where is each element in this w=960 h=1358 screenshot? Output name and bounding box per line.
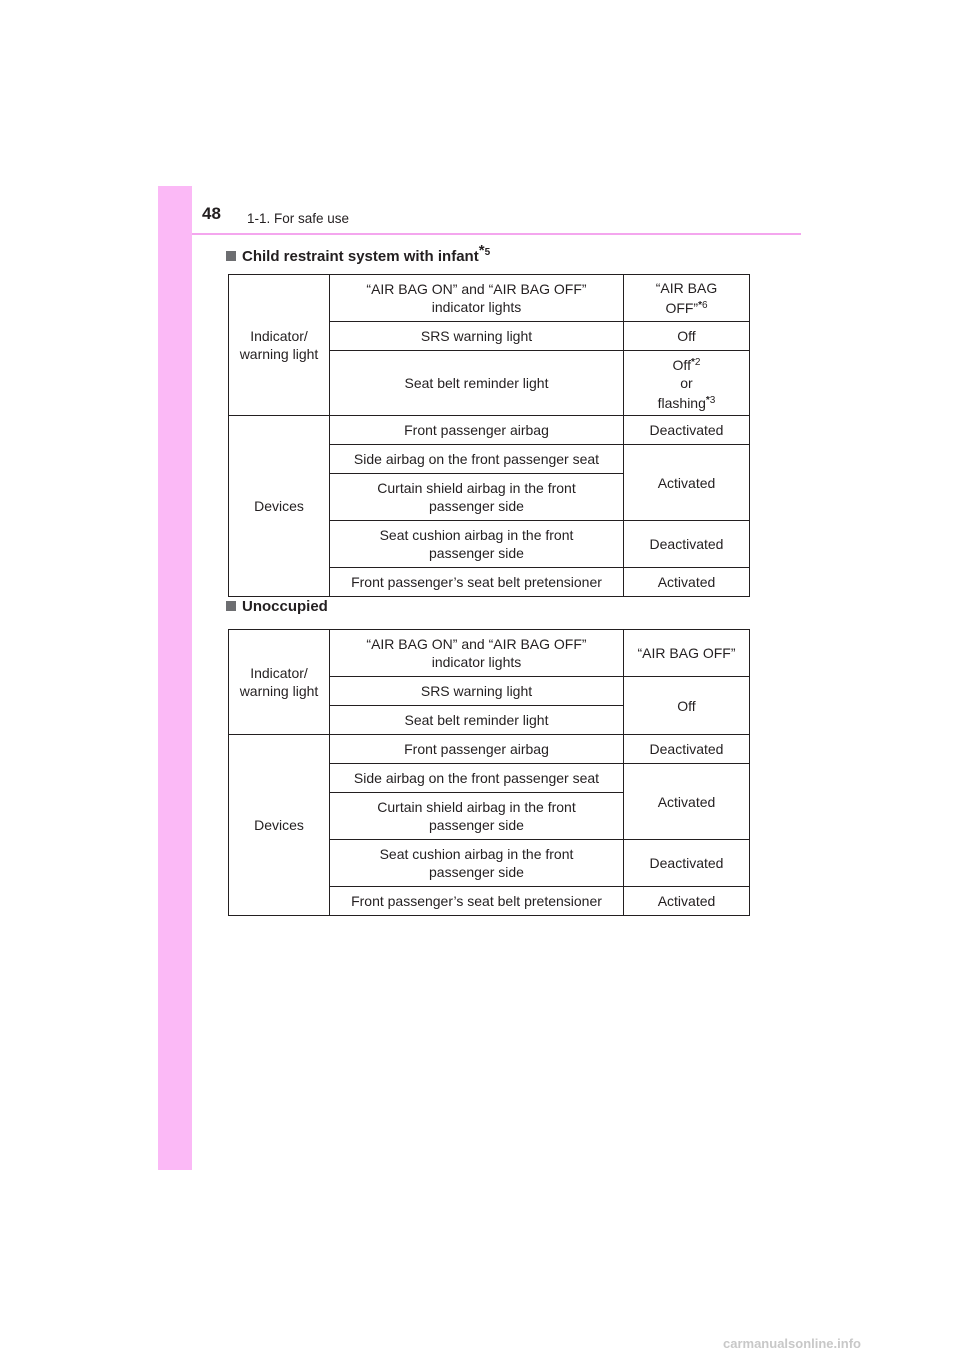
cell-text: warning light: [239, 683, 319, 699]
pretensioner-label-cell: Front passenger’s seat belt pretensioner: [330, 568, 624, 597]
belt-label-cell: Seat belt reminder light: [330, 351, 624, 416]
cushion-label-cell: [330, 840, 624, 887]
cell-text: or: [680, 375, 693, 391]
footer-watermark: carmanualsonline.info: [723, 1336, 861, 1351]
front-airbag-value-cell: Deactivated: [624, 416, 750, 445]
cell-text: Seat cushion airbag in the front: [379, 846, 574, 862]
heading-unoccupied-text: Unoccupied: [242, 598, 328, 615]
asterisk-icon: *: [698, 300, 702, 311]
belt-value-cell: [624, 351, 750, 416]
devices-header-cell: Devices: [229, 416, 330, 597]
header-rule: [192, 233, 801, 235]
srs-value-cell: Off: [624, 322, 750, 351]
cell-text: passenger side: [429, 817, 524, 833]
table-row: [229, 416, 750, 445]
indicator-header-cell: [229, 275, 330, 416]
footnote-ref: 3: [709, 395, 716, 406]
cell-text: warning light: [239, 346, 319, 362]
cell-text: “AIR BAG ON” and “AIR BAG OFF”: [366, 281, 587, 297]
airbag-lights-value-cell: [624, 275, 750, 322]
heading-unoccupied: [226, 598, 328, 615]
belt-label-cell: Seat belt reminder light: [330, 706, 624, 735]
cushion-label-cell: [330, 521, 624, 568]
curtain-label-cell: [330, 793, 624, 840]
indicator-header-cell: [229, 630, 330, 735]
footnote-ref: 6: [702, 300, 708, 311]
square-bullet-icon: [226, 251, 236, 261]
infant-table: [228, 274, 750, 597]
square-bullet-icon: [226, 601, 236, 611]
srs-label-cell: SRS warning light: [330, 322, 624, 351]
airbag-lights-label-cell: [330, 630, 624, 677]
cell-text: Curtain shield airbag in the front: [377, 799, 576, 815]
footnote-ref: 2: [694, 357, 701, 368]
devices-header-cell: Devices: [229, 735, 330, 916]
table-row: [229, 275, 750, 322]
heading-infant: [226, 242, 490, 265]
table-row: [229, 630, 750, 677]
airbag-lights-value-cell: “AIR BAG OFF”: [624, 630, 750, 677]
front-airbag-label-cell: Front passenger airbag: [330, 735, 624, 764]
airbag-lights-label-cell: [330, 275, 624, 322]
cell-text: Indicator/: [250, 665, 308, 681]
cell-text: Indicator/: [250, 328, 308, 344]
cell-text: “AIR BAG ON” and “AIR BAG OFF”: [366, 636, 587, 652]
cell-text: “AIR BAG: [655, 280, 718, 296]
side-curtain-value-cell: Activated: [624, 764, 750, 840]
cell-text: OFF”: [665, 300, 699, 316]
pretensioner-value-cell: Activated: [624, 568, 750, 597]
front-airbag-label-cell: Front passenger airbag: [330, 416, 624, 445]
pretensioner-label-cell: Front passenger’s seat belt pretensioner: [330, 887, 624, 916]
cell-text: passenger side: [429, 498, 524, 514]
cell-text: flashing: [657, 395, 706, 411]
cushion-value-cell: Deactivated: [624, 840, 750, 887]
heading-infant-text: Child restraint system with infant: [242, 248, 479, 265]
cell-text: Seat cushion airbag in the front: [379, 527, 574, 543]
asterisk-icon: *: [705, 395, 710, 406]
table-row: [229, 735, 750, 764]
side-airbag-label-cell: Side airbag on the front passenger seat: [330, 445, 624, 474]
cell-text: Curtain shield airbag in the front: [377, 480, 576, 496]
side-tab-bar: [158, 186, 192, 1170]
side-airbag-label-cell: Side airbag on the front passenger seat: [330, 764, 624, 793]
unoccupied-table: [228, 629, 750, 916]
cushion-value-cell: Deactivated: [624, 521, 750, 568]
cell-text: passenger side: [429, 864, 524, 880]
section-title: 1-1. For safe use: [247, 211, 350, 226]
front-airbag-value-cell: Deactivated: [624, 735, 750, 764]
page-number: 48: [202, 204, 221, 223]
pretensioner-value-cell: Activated: [624, 887, 750, 916]
side-curtain-value-cell: Activated: [624, 445, 750, 521]
srs-label-cell: SRS warning light: [330, 677, 624, 706]
cell-text: passenger side: [429, 545, 524, 561]
srs-belt-value-cell: Off: [624, 677, 750, 735]
cell-text: indicator lights: [431, 654, 522, 670]
cell-text: Off: [672, 357, 691, 373]
cell-text: indicator lights: [431, 299, 522, 315]
asterisk-icon: *: [690, 357, 695, 368]
heading-infant-ref: 5: [484, 247, 491, 258]
asterisk-icon: *: [478, 242, 485, 259]
curtain-label-cell: [330, 474, 624, 521]
